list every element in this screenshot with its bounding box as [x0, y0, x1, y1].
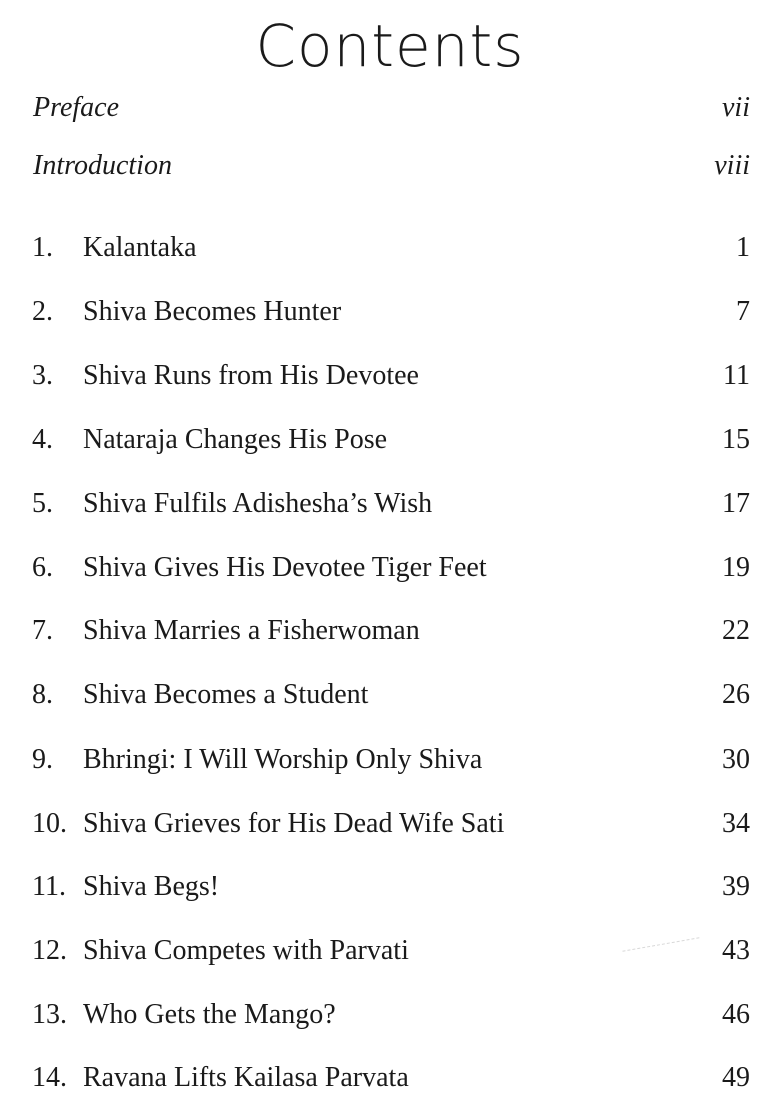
toc-entry[interactable] — [32, 867, 750, 907]
chapter-number: 9. — [32, 744, 53, 775]
chapter-title: Shiva Runs from His Devotee — [83, 360, 419, 391]
toc-entry[interactable] — [32, 292, 750, 332]
chapter-number: 12. — [32, 935, 67, 966]
chapter-title: Who Gets the Mango? — [83, 999, 336, 1030]
chapter-number: 14. — [32, 1062, 67, 1093]
chapter-title: Shiva Begs! — [83, 871, 220, 902]
toc-entry[interactable] — [32, 356, 750, 396]
toc-entry-label: Introduction — [33, 150, 172, 181]
chapter-number: 6. — [32, 552, 53, 583]
toc-entry[interactable] — [32, 484, 750, 524]
toc-entry[interactable] — [32, 995, 750, 1035]
chapter-number: 8. — [32, 679, 53, 710]
toc-page-number: 43 — [722, 935, 750, 966]
toc-page-number: 19 — [722, 552, 750, 583]
toc-entry[interactable] — [32, 611, 750, 651]
chapter-title: Shiva Gives His Devotee Tiger Feet — [83, 552, 487, 583]
toc-page-number: 49 — [722, 1062, 750, 1093]
chapter-number: 5. — [32, 488, 53, 519]
toc-page-number: 46 — [722, 999, 750, 1030]
chapter-number: 4. — [32, 424, 53, 455]
chapter-number: 1. — [32, 232, 53, 263]
chapter-title: Shiva Competes with Parvati — [83, 935, 409, 966]
chapter-title: Shiva Becomes a Student — [83, 679, 369, 710]
toc-entry[interactable] — [32, 675, 750, 715]
chapter-number: 10. — [32, 808, 67, 839]
toc-entry-label: Preface — [33, 92, 120, 123]
chapter-title: Kalantaka — [83, 232, 197, 263]
toc-page-number: 17 — [722, 488, 750, 519]
toc-entry[interactable] — [32, 740, 750, 780]
toc-entry[interactable] — [32, 931, 750, 971]
toc-page-number: viii — [714, 150, 750, 181]
toc-page-number: 30 — [722, 744, 750, 775]
toc-page-number: 34 — [722, 808, 750, 839]
chapter-title: Shiva Fulfils Adishesha’s Wish — [83, 488, 433, 519]
page-title: Contents — [255, 12, 525, 80]
chapter-title: Ravana Lifts Kailasa Parvata — [83, 1062, 409, 1093]
toc-entry[interactable] — [32, 228, 750, 268]
toc-entry[interactable] — [32, 1058, 750, 1098]
chapter-title: Shiva Grieves for His Dead Wife Sati — [83, 808, 505, 839]
toc-page-number: 15 — [722, 424, 750, 455]
toc-page-number: 39 — [722, 871, 750, 902]
chapter-number: 2. — [32, 296, 53, 327]
chapter-title: Bhringi: I Will Worship Only Shiva — [83, 744, 483, 775]
toc-page-number: 11 — [723, 360, 750, 391]
chapter-title: Shiva Becomes Hunter — [83, 296, 342, 327]
chapter-number: 3. — [32, 360, 53, 391]
toc-page-number: 26 — [722, 679, 750, 710]
toc-page-number: vii — [722, 92, 750, 123]
toc-page-number: 7 — [736, 296, 750, 327]
toc-page-number: 1 — [736, 232, 750, 263]
chapter-title: Nataraja Changes His Pose — [83, 424, 388, 455]
toc-entry[interactable] — [32, 804, 750, 844]
toc-entry[interactable] — [32, 548, 750, 588]
chapter-number: 11. — [32, 871, 66, 902]
chapter-title: Shiva Marries a Fisherwoman — [83, 615, 420, 646]
toc-entry[interactable] — [32, 420, 750, 460]
chapter-number: 7. — [32, 615, 53, 646]
chapter-number: 13. — [32, 999, 67, 1030]
toc-page-number: 22 — [722, 615, 750, 646]
